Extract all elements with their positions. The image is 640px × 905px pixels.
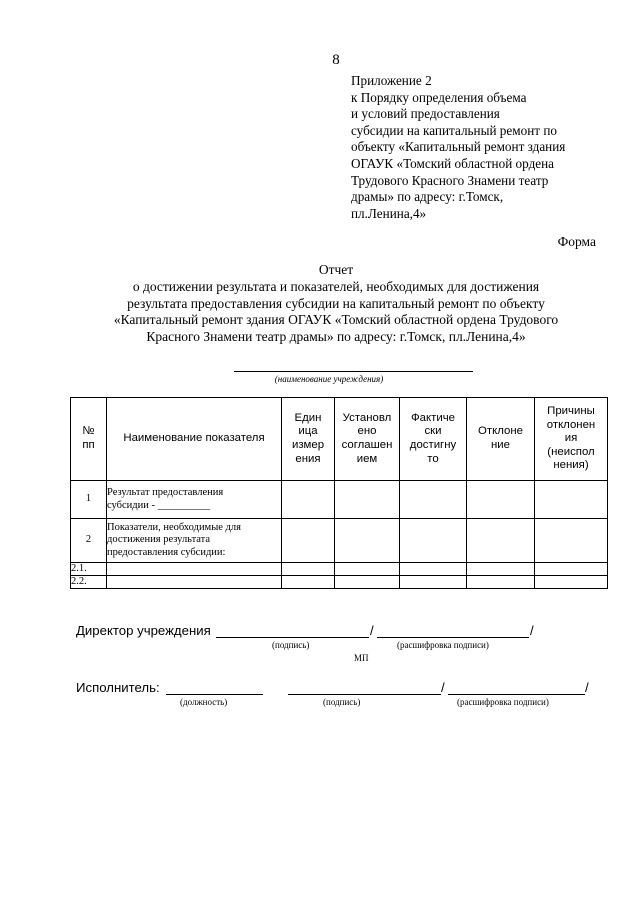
- stamp-place: МП: [354, 653, 369, 663]
- director-decoding-line[interactable]: [377, 637, 529, 638]
- cell-actual[interactable]: [400, 576, 467, 589]
- executor-end-slash: /: [585, 680, 589, 695]
- appendix-line: и условий предоставления: [351, 106, 500, 122]
- table-row: [71, 519, 608, 563]
- appendix-line: Трудового Красного Знамени театр: [351, 172, 549, 188]
- row-indicator[interactable]: [107, 576, 282, 589]
- cell-deviation[interactable]: [467, 519, 535, 563]
- cell-agreed[interactable]: [335, 519, 400, 563]
- table-row: [71, 563, 608, 576]
- appendix-line: субсидии на капитальный ремонт по: [351, 122, 557, 138]
- page-number: 8: [332, 52, 340, 68]
- row-indicator[interactable]: [107, 563, 282, 576]
- executor-slash: /: [441, 680, 445, 695]
- cell-unit[interactable]: [282, 563, 335, 576]
- appendix-line: ОГАУК «Томский областной ордена: [351, 155, 555, 171]
- appendix-block: [351, 73, 611, 222]
- header-num: № пп: [71, 398, 107, 481]
- row-number: 2.2.: [71, 576, 107, 589]
- row-number: 2: [71, 519, 107, 563]
- form-label: Форма: [557, 234, 596, 249]
- report-subject: [80, 279, 592, 345]
- cell-agreed[interactable]: [335, 563, 400, 576]
- executor-signature-line[interactable]: [288, 694, 441, 695]
- header-unit: Един ица измер ения: [282, 398, 335, 481]
- director-end-slash: /: [530, 623, 534, 638]
- institution-name-line[interactable]: [234, 371, 473, 372]
- appendix-line: драмы» по адресу: г.Томск,: [351, 189, 504, 205]
- cell-reasons[interactable]: [535, 519, 608, 563]
- cell-actual[interactable]: [400, 519, 467, 563]
- cell-actual[interactable]: [400, 481, 467, 519]
- executor-decoding-caption: (расшифровка подписи): [457, 697, 549, 707]
- report-line: о достижении результата и показателей, необходимых для достижения: [132, 279, 540, 294]
- executor-position-caption: (должность): [180, 697, 228, 707]
- cell-unit[interactable]: [282, 576, 335, 589]
- row-number: 1: [71, 481, 107, 519]
- header-name: Наименование показателя: [107, 398, 282, 481]
- director-label: Директор учреждения: [76, 623, 211, 638]
- report-line: Красного Знамени театр драмы» по адресу: г.Томск, пл.Ленина,4»: [146, 328, 526, 344]
- header-actual: Фактиче ски достигну то: [400, 398, 467, 481]
- appendix-line: Приложение 2: [351, 73, 432, 88]
- header-reasons: Причины отклонен ия (неиспол нения): [535, 398, 608, 481]
- row-indicator: Результат предоставления субсидии - __________: [107, 481, 282, 519]
- cell-agreed[interactable]: [335, 481, 400, 519]
- director-signature-caption: (подпись): [272, 640, 310, 650]
- row-number: 2.1.: [71, 563, 107, 576]
- appendix-line: пл.Ленина,4»: [351, 205, 427, 221]
- report-line: результата предоставления субсидии на капитальный ремонт по объекту: [127, 295, 545, 311]
- cell-actual[interactable]: [400, 563, 467, 576]
- table-row: [71, 576, 608, 589]
- cell-reasons[interactable]: [535, 576, 608, 589]
- report-title: Отчет: [318, 262, 354, 277]
- executor-signature-caption: (подпись): [323, 697, 361, 707]
- cell-agreed[interactable]: [335, 576, 400, 589]
- cell-deviation[interactable]: [467, 481, 535, 519]
- director-slash: /: [370, 623, 374, 638]
- cell-reasons[interactable]: [535, 481, 608, 519]
- table-row: [71, 481, 608, 519]
- header-deviation: Отклоне ние: [467, 398, 535, 481]
- table-header-row: [71, 398, 608, 481]
- cell-deviation[interactable]: [467, 576, 535, 589]
- institution-caption: (наименование учреждения): [274, 374, 384, 384]
- executor-label: Исполнитель:: [76, 680, 160, 695]
- cell-unit[interactable]: [282, 519, 335, 563]
- appendix-line: к Порядку определения объема: [351, 89, 527, 105]
- row-indicator: Показатели, необходимые для достижения результата предоставления субсидии:: [107, 519, 282, 563]
- cell-reasons[interactable]: [535, 563, 608, 576]
- appendix-line: объекту «Капитальный ремонт здания: [351, 139, 566, 155]
- report-table: [70, 397, 608, 589]
- cell-deviation[interactable]: [467, 563, 535, 576]
- director-decoding-caption: (расшифровка подписи): [397, 640, 489, 650]
- director-signature-line[interactable]: [216, 637, 369, 638]
- cell-unit[interactable]: [282, 481, 335, 519]
- executor-position-line[interactable]: [166, 694, 263, 695]
- executor-decoding-line[interactable]: [448, 694, 585, 695]
- report-line: «Капитальный ремонт здания ОГАУК «Томский областной ордена Трудового: [113, 312, 559, 327]
- header-agreed: Установл ено соглашен ием: [335, 398, 400, 481]
